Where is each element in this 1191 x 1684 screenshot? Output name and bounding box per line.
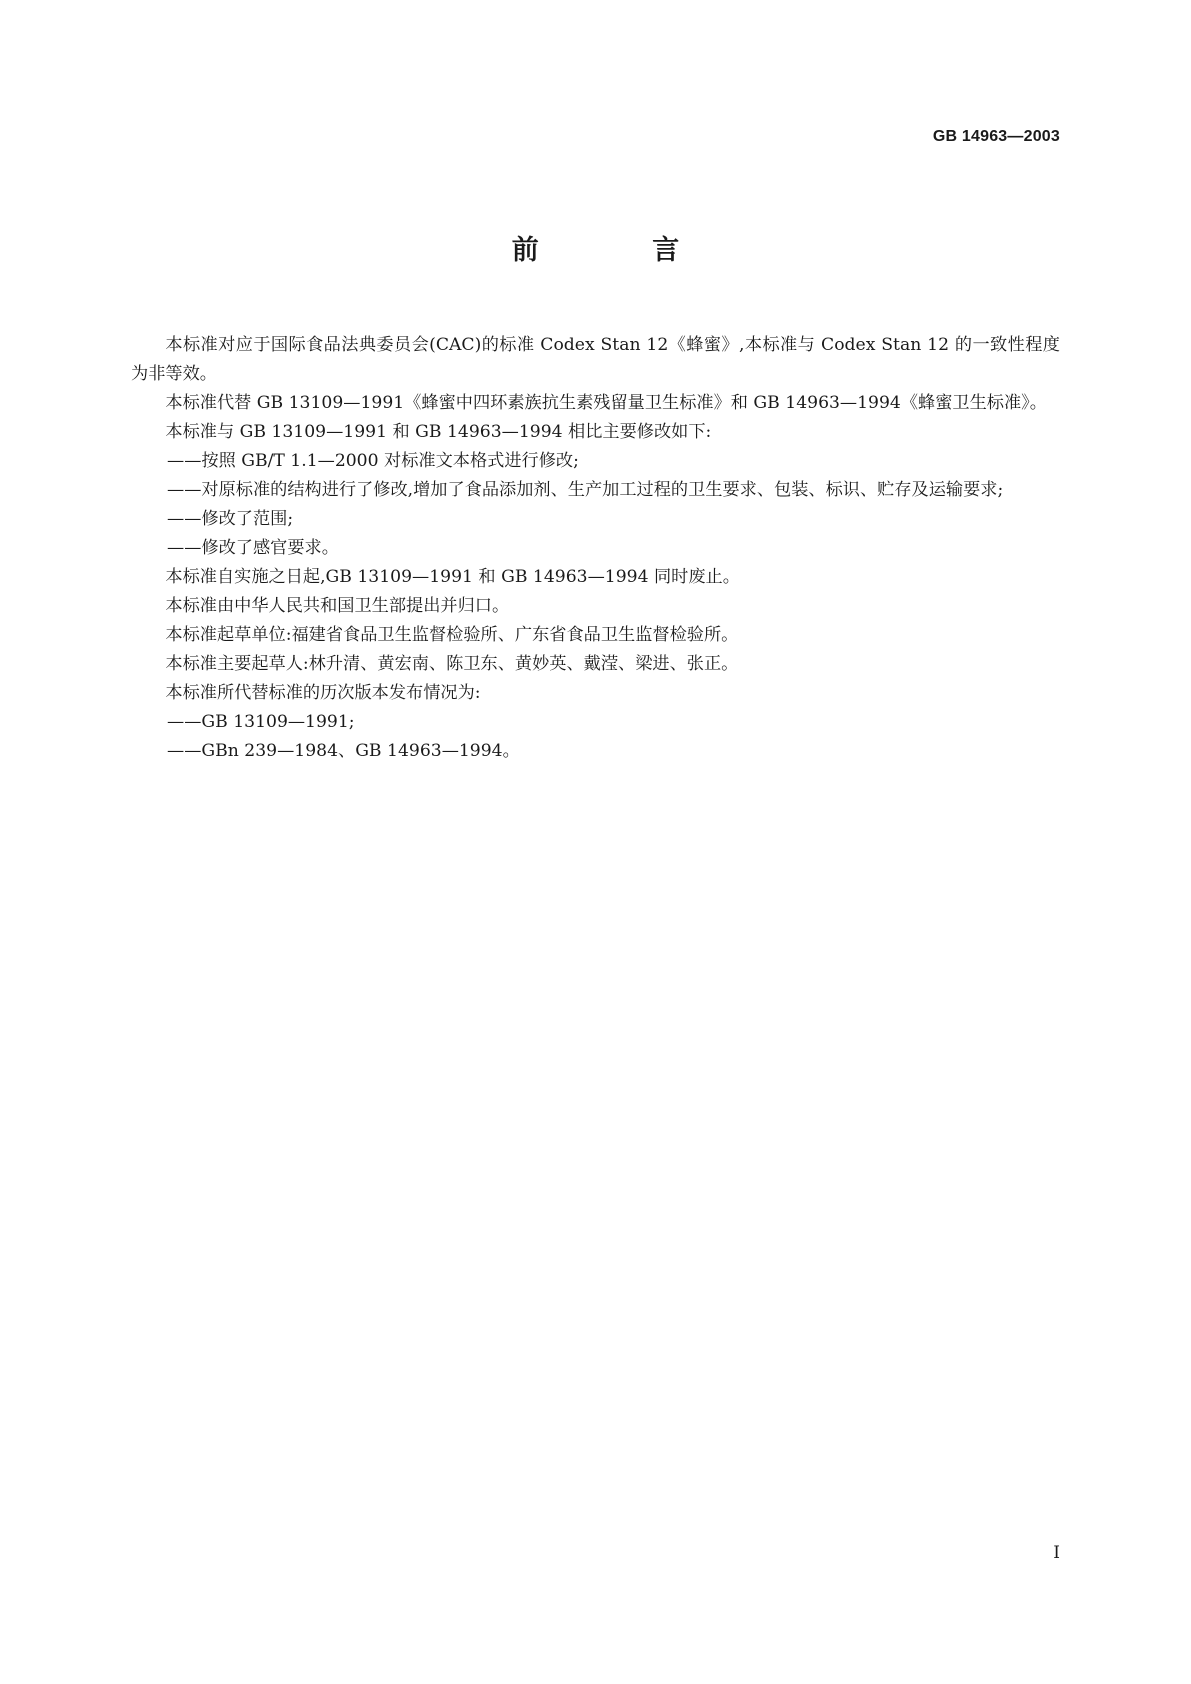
history-item-1: ——GB 13109—1991; bbox=[167, 712, 355, 732]
change-item-format: ——按照 GB/T 1.1—2000 对标准文本格式进行修改; bbox=[167, 451, 579, 471]
paragraph-drafters: 本标准主要起草人:林升清、黄宏南、陈卫东、黄妙英、戴滢、梁进、张正。 bbox=[165, 654, 739, 674]
paragraph-abolished: 本标准自实施之日起,GB 13109—1991 和 GB 14963—1994 同时废止。 bbox=[165, 567, 740, 587]
paragraph-replaces: 本标准代替 GB 13109—1991《蜂蜜中四环素族抗生素残留量卫生标准》和 GB 14963—1994《蜂蜜卫生标准》。 bbox=[165, 393, 1047, 413]
paragraph-changes-intro: 本标准与 GB 13109—1991 和 GB 14963—1994 相比主要修改如下: bbox=[165, 422, 712, 442]
change-item-structure: ——对原标准的结构进行了修改,增加了食品添加剂、生产加工过程的卫生要求、包装、标识、贮存及运输要求; bbox=[167, 480, 1004, 500]
paragraph-proposer: 本标准由中华人民共和国卫生部提出并归口。 bbox=[165, 596, 510, 616]
page-number: I bbox=[1053, 1543, 1060, 1563]
standard-code: GB 14963—2003 bbox=[932, 128, 1060, 145]
paragraph-drafting-units: 本标准起草单位:福建省食品卫生监督检验所、广东省食品卫生监督检验所。 bbox=[165, 625, 739, 645]
history-item-2: ——GBn 239—1984、GB 14963—1994。 bbox=[167, 741, 520, 761]
page-title: 前 言 bbox=[511, 235, 732, 266]
foreword-body bbox=[131, 331, 1060, 766]
paragraph-correspondence: 本标准对应于国际食品法典委员会(CAC)的标准 Codex Stan 12《蜂蜜》,本标准与 Codex Stan 12 的一致性程度为非等效。 bbox=[131, 335, 1060, 384]
change-item-sensory: ——修改了感官要求。 bbox=[167, 538, 339, 558]
change-item-scope: ——修改了范围; bbox=[167, 509, 294, 529]
paragraph-history-intro: 本标准所代替标准的历次版本发布情况为: bbox=[165, 683, 481, 703]
